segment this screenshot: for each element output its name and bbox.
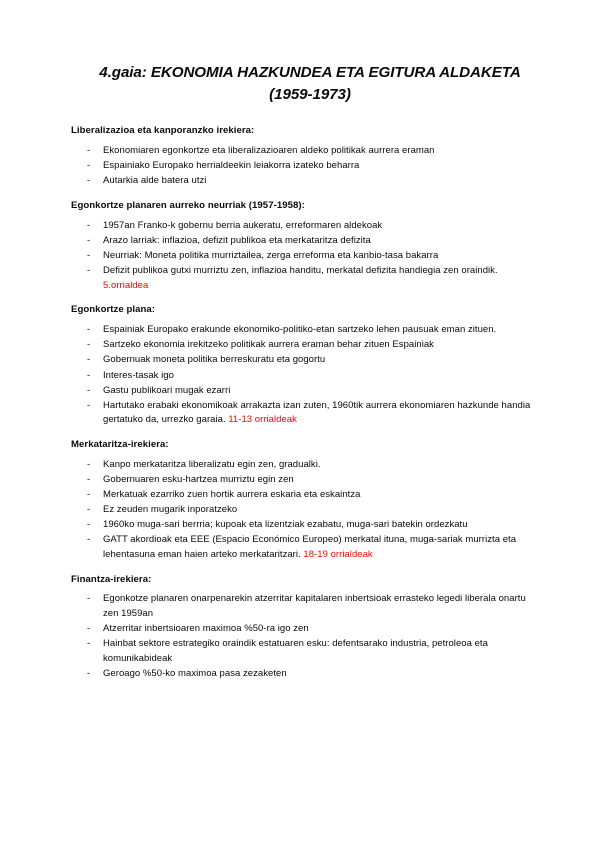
list-item-text: Merkatuak ezarriko zuen hortik aurrera eskaria eta eskaintza [103,489,361,501]
bullet-dash-marker: - [87,623,91,635]
bullet-list [71,458,533,563]
list-item-text: Neurriak: Moneta politika murriztailea, zerga erreforma eta kanbio-tasa bakarra [103,250,439,262]
document-section [71,439,533,563]
list-item [71,369,533,384]
list-item [71,384,533,399]
list-item-text: Ekonomiaren egonkortze eta liberalizazioaren aldeko politikak aurrera eraman [103,145,435,157]
list-item-text: Hartutako erabaki ekonomikoak arrakazta izan zuten, 1960tik aurrera ekonomiaren hazkunde handia gertatuko da, urrezko garaia. [103,399,531,426]
list-item-text: 1960ko muga-sari berrria; kupoak eta lizentziak ezabatu, muga-sari batekin ordezkatu [103,519,468,531]
document-section [71,125,533,189]
bullet-dash-marker: - [87,384,91,396]
section-heading: Egonkortze planaren aurreko neurriak (1957-1958): [71,199,305,211]
list-item-text: Gastu publikoari mugak ezarri [103,384,231,396]
section-heading: Finantza-irekiera: [71,573,152,585]
list-item [71,144,533,159]
list-item [71,473,533,488]
bullet-list [71,323,533,428]
list-item-text: Hainbat sektore estrategiko oraindik estatuaren esku: defentsarako industria, petroleoa eta komunikabideak [103,638,488,664]
list-item [71,264,533,293]
list-item [71,174,533,189]
list-item [71,592,533,621]
list-item-text: Espainiako Europako herrialdeekin leiakorra izateko beharra [103,160,360,172]
page-title: 4.gaia: EKONOMIA HAZKUNDEA ETA EGITURA ALDAKETA (1959-1973) [99,64,521,103]
list-item-text: Gobernuaren esku-hartzea murriztu egin zen [103,473,294,485]
bullet-list [71,219,533,293]
list-item-text: Kanpo merkataritza liberalizatu egin zen, gradualki. [103,458,321,470]
bullet-list [71,144,533,189]
list-item [71,249,533,264]
list-item [71,637,533,666]
list-item-text: Arazo larriak: inflazioa, defizit publikoa eta merkataritza defizita [103,234,371,246]
list-item-text: Geroago %50-ko maximoa pasa zezaketen [103,667,287,679]
list-item-text: Egonkotze planaren onarpenarekin atzerritar kapitalaren inbertsioak errasteko legedi liberala onartu zen 1959an [103,593,526,619]
list-item [71,159,533,174]
bullet-dash-marker: - [87,638,91,650]
list-item [71,353,533,368]
document-body [71,62,533,692]
bullet-dash-marker: - [87,145,91,157]
list-item [71,667,533,682]
bullet-dash-marker: - [87,369,91,381]
list-item-text: Autarkia alde batera utzi [103,175,207,187]
bullet-dash-marker: - [87,354,91,366]
bullet-dash-marker: - [87,219,91,231]
list-item-text: Defizit publikoa gutxi murriztu zen, inflazioa handitu, merkatal defizita handiegia zen oraindik. [103,265,498,277]
list-item [71,323,533,338]
list-item [71,503,533,518]
document-section [71,200,533,293]
page-reference-note: 18-19 orrialdeak [303,548,373,560]
list-item [71,399,533,428]
page-reference-note: 11-13 orrialdeak [228,414,297,426]
bullet-dash-marker: - [87,458,91,470]
sections-container [71,125,533,681]
list-item [71,234,533,249]
section-heading: Egonkortze plana: [71,304,156,316]
list-item [71,518,533,533]
bullet-dash-marker: - [87,339,91,351]
section-heading: Liberalizazioa eta kanporanzko irekiera: [71,125,255,137]
bullet-dash-marker: - [87,489,91,501]
list-item-text: 1957an Franko-k gobernu berria aukeratu, erreformaren aldekoak [103,219,383,231]
list-item [71,488,533,503]
list-item-text: Ez zeuden mugarik inporatzeko [103,504,238,516]
bullet-dash-marker: - [87,534,91,546]
bullet-dash-marker: - [87,593,91,605]
section-heading: Merkataritza-irekiera: [71,438,169,450]
page-reference-note: 5.orrialdea [103,279,149,291]
bullet-dash-marker: - [87,324,91,336]
bullet-dash-marker: - [87,399,91,411]
bullet-dash-marker: - [87,250,91,262]
list-item-text: Espainiak Europako erakunde ekonomiko-politiko-etan sartzeko lehen pausuak eman zituen. [103,324,497,336]
list-item [71,458,533,473]
list-item-text: GATT akordioak eta EEE (Espacio Económico Europeo) merkatal ituna, muga-sariak murrizta eta lehentasuna eman haien arteko merkataritzari. [103,534,517,560]
bullet-dash-marker: - [87,473,91,485]
bullet-list [71,592,533,681]
list-item-text: Sartzeko ekonomia irekitzeko politikak aurrera eraman behar zituen Espainiak [103,339,434,351]
document-section [71,304,533,428]
bullet-dash-marker: - [87,175,91,187]
list-item [71,533,533,562]
bullet-dash-marker: - [87,504,91,516]
bullet-dash-marker: - [87,519,91,531]
list-item-text: Gobernuak moneta politika berreskuratu eta gogortu [103,354,326,366]
bullet-dash-marker: - [87,234,91,246]
bullet-dash-marker: - [87,265,91,277]
list-item [71,219,533,234]
list-item [71,338,533,353]
bullet-dash-marker: - [87,667,91,679]
document-section [71,574,533,682]
list-item-text: Atzerritar inbertsioaren maximoa %50-ra igo zen [103,623,309,635]
bullet-dash-marker: - [87,160,91,172]
list-item-text: Interes-tasak igo [103,369,174,381]
list-item [71,622,533,637]
